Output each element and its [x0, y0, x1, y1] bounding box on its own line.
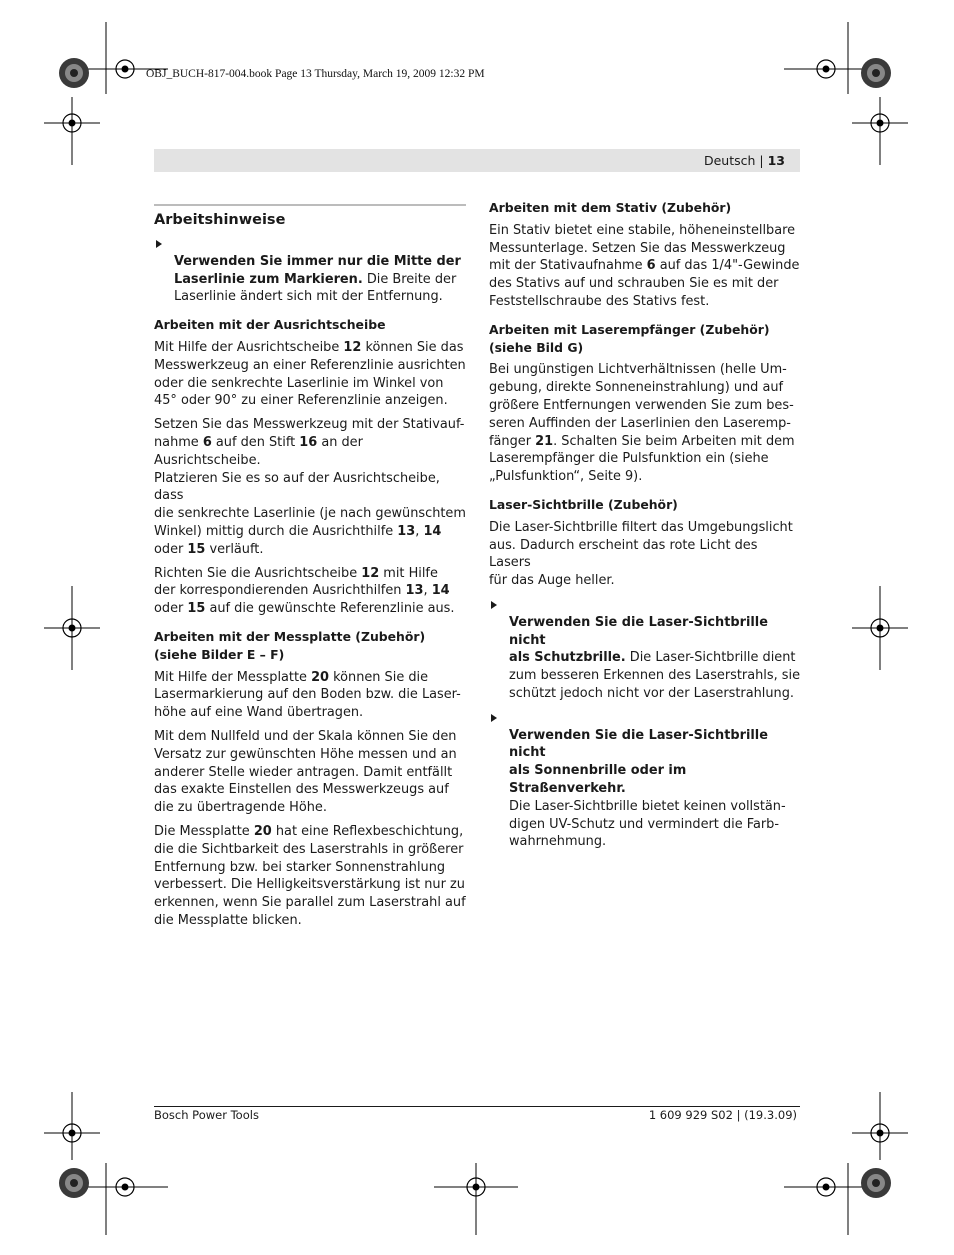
paragraph: Mit dem Nullfeld und der Skala können Sie den Versatz zur gewünschten Höhe messen und an anderer Stelle wieder antragen. Damit entfällt das exakte Einstellen des Messwerkzeugs auf die zu übertragende Höhe.: [154, 728, 457, 816]
bullet-triangle-icon: [491, 714, 497, 722]
header-language: Deutsch: [703, 153, 756, 168]
subheading: Arbeiten mit dem Stativ (Zubehör): [489, 200, 732, 215]
left-column: [154, 204, 466, 930]
paragraph: Mit Hilfe der Messplatte 20 können Sie die Lasermarkierung auf den Boden bzw. die Laser- höhe auf eine Wand übertragen.: [154, 669, 461, 721]
print-slug: OBJ_BUCH-817-004.book Page 13 Thursday, March 19, 2009 12:32 PM: [146, 68, 485, 80]
page-header: [154, 149, 800, 172]
footer-publisher: Bosch Power Tools: [154, 1108, 259, 1122]
page-number: 13: [767, 153, 785, 168]
bullet-item: Verwenden Sie immer nur die Mitte der Laserlinie zum Markieren. Die Breite der Laserlinie ändert sich mit der Entfernung.: [154, 235, 466, 306]
footer-doc-number: 1 609 929 S02 | (19.3.09): [648, 1108, 797, 1122]
subheading: Arbeiten mit der Ausrichtscheibe: [154, 317, 386, 333]
paragraph: Die Laser-Sichtbrille filtert das Umgebungslicht aus. Dadurch erscheint das rote Licht des Lasers für das Auge heller.: [489, 519, 793, 589]
header-text: [704, 153, 785, 168]
subheading: Arbeiten mit der Messplatte (Zubehör) (siehe Bilder E – F): [154, 628, 426, 662]
bullet-item: Verwenden Sie die Laser-Sichtbrille nicht als Sonnenbrille oder im Straßenverkehr. Die Laser-Sichtbrille bietet keinen vollstän- digen UV-Schutz und vermindert die Farb- wahrnehmung.: [489, 709, 801, 851]
paragraph: Bei ungünstigen Lichtverhältnissen (helle Um- gebung, direkte Sonneneinstrahlung) und auf größere Entfernungen verwenden Sie zum bes- seren Auffinden der Laserlinien den Laseremp- fänger 21. Schalten Sie beim Arbeiten mit dem Laserempfänger die Pulsfunktion ein (siehe „Pulsfunktion“, Seite 9).: [489, 362, 795, 485]
subheading: Laser-Sichtbrille (Zubehör): [489, 496, 678, 512]
bullet-item: Verwenden Sie die Laser-Sichtbrille nicht als Schutzbrille. Die Laser-Sichtbrille dient zum besseren Erkennen des Laserstrahls, sie schützt jedoch nicht vor der Laserstrahlung.: [489, 596, 801, 703]
subheading: Arbeiten mit Laserempfänger (Zubehör) (siehe Bild G): [489, 321, 770, 355]
section-rule: [154, 204, 466, 206]
header-separator: |: [759, 153, 764, 168]
paragraph: Setzen Sie das Messwerkzeug mit der Stativauf- nahme 6 auf den Stift 16 an der Ausrichtscheibe. Platzieren Sie es so auf der Ausrichtscheibe, dass die senkrechte Laserlinie (je nach gewünschtem Winkel) mittig durch die Ausrichthilfe 13, 14 oder 15 verläuft.: [154, 417, 466, 557]
right-column: [489, 199, 801, 851]
bullet-triangle-icon: [156, 240, 162, 248]
bullet-triangle-icon: [491, 601, 497, 609]
paragraph: Mit Hilfe der Ausrichtscheibe 12 können Sie das Messwerkzeug an einer Referenzlinie ausrichten oder die senkrechte Laserlinie im Winkel von 45° oder 90° zu einer Referenzlinie anzeigen.: [154, 339, 466, 409]
paragraph: Ein Stativ bietet eine stabile, höheneinstellbare Messunterlage. Setzen Sie das Messwerkzeug mit der Stativaufnahme 6 auf das 1/4"-Gewinde des Stativs auf und schrauben Sie es mit der Feststellschraube des Stativs fest.: [489, 222, 800, 309]
paragraph: Die Messplatte 20 hat eine Reflexbeschichtung, die die Sichtbarkeit des Laserstrahls in größerer Entfernung bzw. bei starker Sonnenstrahlung verbessert. Die Helligkeitsverstärkung ist nur zu erkennen, wenn Sie parallel zum Laserstrahl auf die Messplatte blicken.: [154, 823, 466, 928]
section-title: Arbeitshinweise: [154, 212, 286, 228]
paragraph: Richten Sie die Ausrichtscheibe 12 mit Hilfe der korrespondierenden Ausrichthilfen 13, 14 oder 15 auf die gewünschte Referenzlinie aus.: [154, 565, 455, 617]
footer-rule: [154, 1106, 800, 1107]
